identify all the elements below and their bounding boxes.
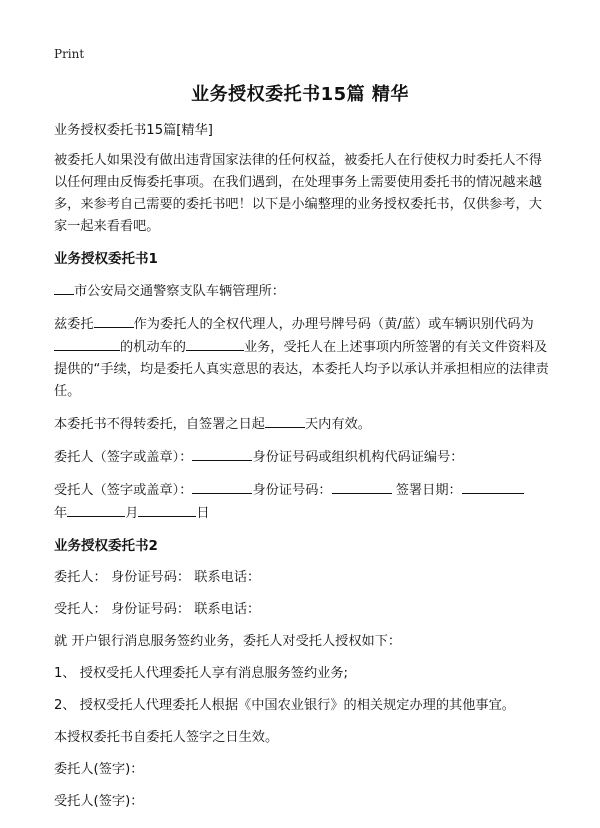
day-label: 日 bbox=[196, 506, 210, 521]
section2-intro: 就 开户银行消息服务签约业务，委托人对受托人授权如下： bbox=[54, 634, 402, 649]
section1-body bbox=[54, 313, 550, 403]
blank-field bbox=[138, 502, 196, 517]
validity-text: 本委托书不得转委托，自签署之日起 bbox=[54, 417, 265, 432]
section2-item-1: 1、 授权受托人代理委托人享有消息服务签约业务; bbox=[54, 666, 348, 681]
agent-label: 受托人（签字或盖章）： bbox=[54, 483, 193, 498]
section2-principal: 委托人： 身份证号码： 联系电话： bbox=[54, 570, 261, 585]
id-label: 身份证号码： bbox=[252, 483, 332, 498]
print-label[interactable]: Print bbox=[54, 47, 85, 61]
section2-sign-agent: 受托人(签字)： bbox=[54, 794, 144, 809]
section1-agent-line bbox=[54, 479, 550, 525]
blank-field bbox=[192, 479, 252, 494]
year-label: 年 bbox=[54, 506, 68, 521]
body-text: 兹委托 bbox=[54, 317, 94, 332]
document-body bbox=[54, 120, 550, 823]
section2-sign-principal: 委托人(签字)： bbox=[54, 762, 144, 777]
intro-paragraph: 被委托人如果没有做出违背国家法律的任何权益，被委托人在行使权力时委托人不得以任何理由反悔委托事项。在我们遇到，在处理事务上需要使用委托书的情况越来越多，来参考自己需要的委托书吧！以下是小编整理的业务授权委托书，仅供参考，大家一起来看看吧。 bbox=[54, 153, 542, 234]
blank-field bbox=[54, 336, 120, 351]
body-text: 的机动车的 bbox=[120, 340, 186, 355]
addressee-text: 市公安局交通警察支队车辆管理所： bbox=[74, 284, 285, 299]
section1-addressee bbox=[54, 280, 550, 303]
date-label: 签署日期： bbox=[395, 483, 462, 498]
blank-field bbox=[462, 479, 524, 494]
month-label: 月 bbox=[125, 506, 139, 521]
principal-label: 委托人（签字或盖章）： bbox=[54, 450, 193, 465]
section2-heading: 业务授权委托书2 bbox=[54, 538, 158, 554]
blank-field bbox=[332, 479, 392, 494]
document-subtitle: 业务授权委托书15篇[精华] bbox=[54, 123, 213, 138]
section1-validity bbox=[54, 413, 550, 436]
section2-effective: 本授权委托书自委托人签字之日生效。 bbox=[54, 730, 279, 745]
blank-field bbox=[192, 446, 252, 461]
body-text: 作为委托人的全权代理人，办理号牌号码（黄/蓝）或车辆识别代码为 bbox=[133, 317, 534, 332]
page-title: 业务授权委托书15篇 精华 bbox=[191, 84, 409, 105]
section2-agent: 受托人： 身份证号码： 联系电话： bbox=[54, 602, 261, 617]
body-text: 业务，受托人在上述事项内所签署的有关文件资料及提供的“手续，均是委托人真实意思的表达，本委托人均予以承认并承担相应的法律责任。 bbox=[54, 340, 549, 399]
blank-field bbox=[186, 336, 244, 351]
blank-field bbox=[54, 280, 74, 295]
blank-field bbox=[67, 502, 125, 517]
blank-field bbox=[94, 313, 134, 328]
section1-principal-line bbox=[54, 446, 550, 469]
validity-text: 天内有效。 bbox=[305, 417, 371, 432]
id-label: 身份证号码或组织机构代码证编号： bbox=[252, 450, 464, 465]
section2-item-2: 2、 授权受托人代理委托人根据《中国农业银行》的相关规定办理的其他事宜。 bbox=[54, 698, 515, 713]
blank-field bbox=[265, 413, 305, 428]
section1-heading: 业务授权委托书1 bbox=[54, 251, 158, 267]
